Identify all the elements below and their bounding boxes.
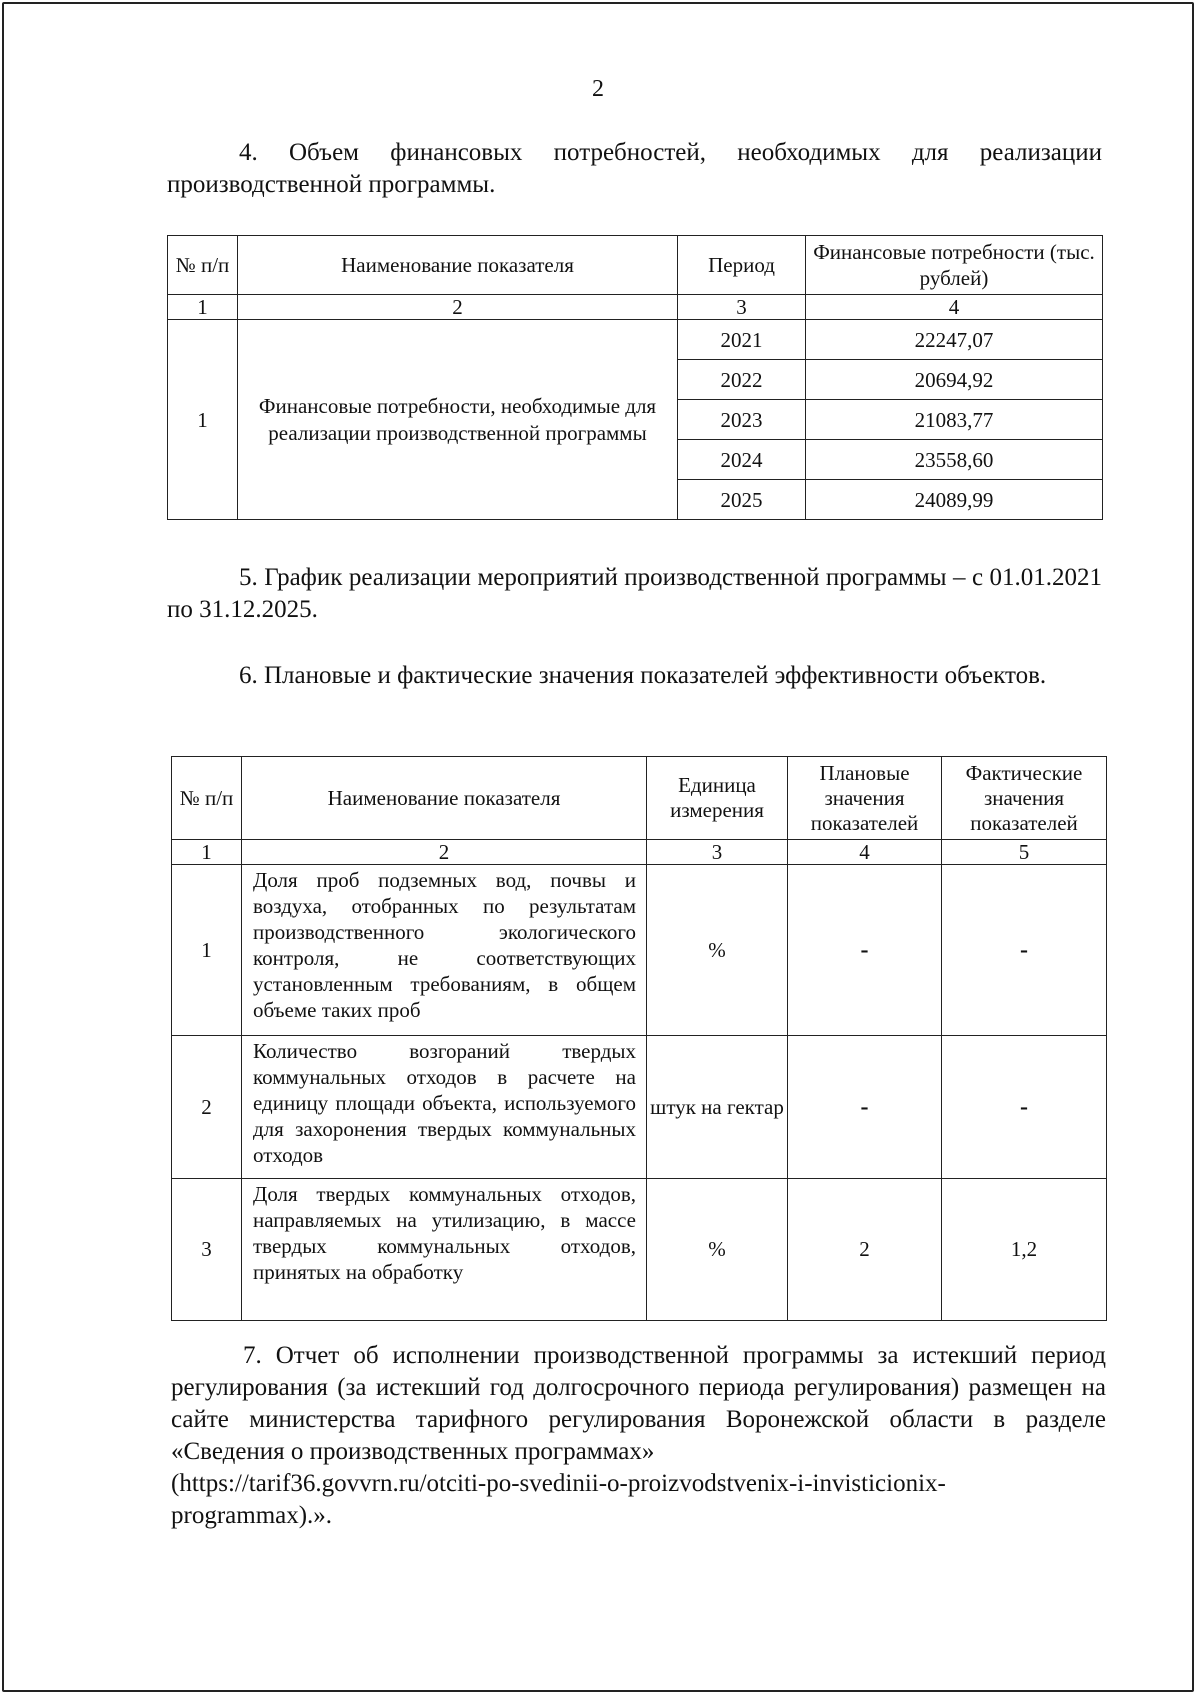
value-cell: 23558,60 bbox=[806, 440, 1103, 480]
row-fact: 1,2 bbox=[942, 1179, 1107, 1321]
efficiency-indicators-table bbox=[171, 756, 1107, 1321]
section-4-number: 4. bbox=[239, 139, 258, 166]
index-cell: 2 bbox=[238, 295, 678, 320]
header-financial-needs: Финансовые потребности (тыс. рублей) bbox=[806, 236, 1103, 295]
year-cell: 2023 bbox=[678, 400, 806, 440]
value-cell: 21083,77 bbox=[806, 400, 1103, 440]
index-cell: 2 bbox=[242, 840, 647, 865]
row-unit: % bbox=[647, 1179, 788, 1321]
row-plan: 2 bbox=[788, 1179, 942, 1321]
header-name: Наименование показателя bbox=[238, 236, 678, 295]
section-4-paragraph bbox=[167, 137, 1102, 201]
header-plan: Плановые значения показателей bbox=[788, 757, 942, 840]
row-name: Количество возгораний твердых коммунальных отходов в расчете на единицу площади объекта, используемого для захоронения твердых коммунальных отходов bbox=[242, 1036, 647, 1179]
row-name: Доля проб подземных вод, почвы и воздуха, отобранных по результатам производственного экологического контроля, не соответствующих установленным требованиям, в общем объеме таких проб bbox=[242, 865, 647, 1036]
page-number: 2 bbox=[592, 76, 604, 102]
header-fact: Фактические значения показателей bbox=[942, 757, 1107, 840]
row-name: Доля твердых коммунальных отходов, направляемых на утилизацию, в массе твердых коммунальных отходов, принятых на обработку bbox=[242, 1179, 647, 1321]
document-page bbox=[2, 2, 1194, 1692]
header-period: Период bbox=[678, 236, 806, 295]
table-index-row bbox=[168, 295, 1103, 320]
section-6-paragraph: 6. Плановые и фактические значения показателей эффективности объектов. bbox=[239, 662, 1047, 689]
index-cell: 4 bbox=[788, 840, 942, 865]
year-cell: 2021 bbox=[678, 320, 806, 360]
value-cell: 22247,07 bbox=[806, 320, 1103, 360]
index-cell: 5 bbox=[942, 840, 1107, 865]
row-num: 1 bbox=[168, 320, 238, 520]
index-cell: 1 bbox=[172, 840, 242, 865]
row-plan: - bbox=[788, 1036, 942, 1179]
section-4-text: Объем финансовых потребностей, необходимых для реализации производственной программы. bbox=[167, 139, 1102, 198]
row-fact: - bbox=[942, 865, 1107, 1036]
row-plan: - bbox=[788, 865, 942, 1036]
index-cell: 4 bbox=[806, 295, 1103, 320]
row-num: 2 bbox=[172, 1036, 242, 1179]
row-fact: - bbox=[942, 1036, 1107, 1179]
row-num: 3 bbox=[172, 1179, 242, 1321]
table-header-row bbox=[172, 757, 1107, 840]
row-unit: штук на гектар bbox=[647, 1036, 788, 1179]
value-cell: 24089,99 bbox=[806, 480, 1103, 520]
row-num: 1 bbox=[172, 865, 242, 1036]
section-7-paragraph: 7. Отчет об исполнении производственной программы за истекший период регулирования (за истекший год долгосрочного периода регулирования) размещен на сайте министерства тарифного регулирования Воронежской области в разделе «Сведения о производственных программах» bbox=[171, 1342, 1106, 1465]
table-index-row bbox=[172, 840, 1107, 865]
index-cell: 1 bbox=[168, 295, 238, 320]
index-cell: 3 bbox=[647, 840, 788, 865]
row-unit: % bbox=[647, 865, 788, 1036]
header-num: № п/п bbox=[172, 757, 242, 840]
year-cell: 2024 bbox=[678, 440, 806, 480]
value-cell: 20694,92 bbox=[806, 360, 1103, 400]
section-7-url: (https://tarif36.govvrn.ru/otciti-po-svedinii-o-proizvodstvenix-i-invisticionix-programmax).». bbox=[171, 1470, 946, 1529]
table-row bbox=[172, 1179, 1107, 1321]
year-cell: 2025 bbox=[678, 480, 806, 520]
financial-needs-table bbox=[167, 235, 1103, 520]
header-num: № п/п bbox=[168, 236, 238, 295]
header-name: Наименование показателя bbox=[242, 757, 647, 840]
table-row bbox=[172, 1036, 1107, 1179]
section-5-paragraph: 5. График реализации мероприятий производственной программы – с 01.01.2021 по 31.12.2025. bbox=[167, 564, 1102, 623]
table-row bbox=[172, 865, 1107, 1036]
table-row bbox=[168, 320, 1103, 360]
year-cell: 2022 bbox=[678, 360, 806, 400]
index-cell: 3 bbox=[678, 295, 806, 320]
header-unit: Единица измерения bbox=[647, 757, 788, 840]
row-name: Финансовые потребности, необходимые для реализации производственной программы bbox=[238, 320, 678, 520]
table-header-row bbox=[168, 236, 1103, 295]
